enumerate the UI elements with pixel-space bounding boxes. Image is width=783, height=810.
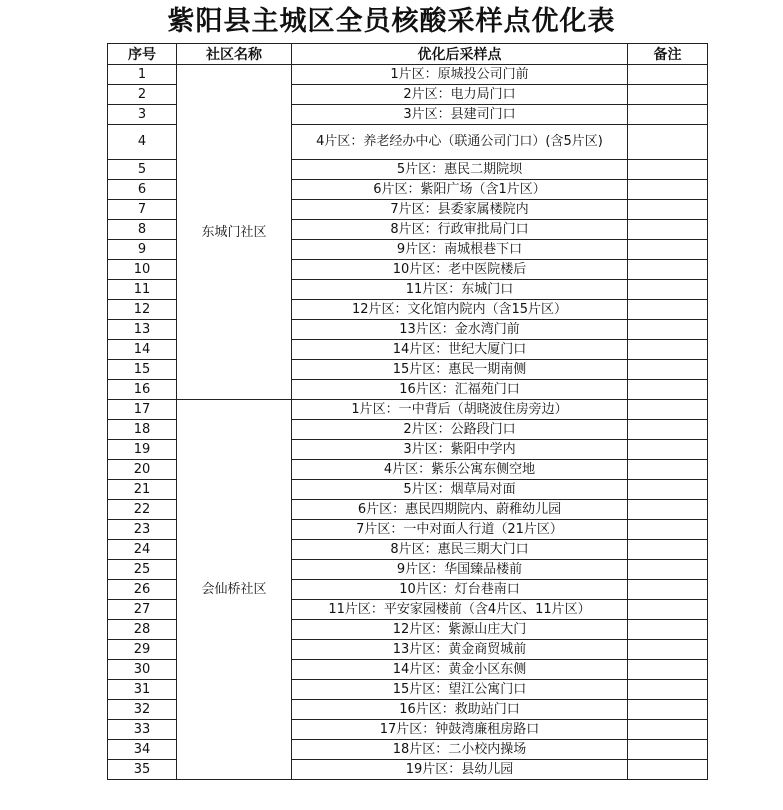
note-cell xyxy=(628,660,708,680)
row-number: 27 xyxy=(108,600,177,620)
note-cell xyxy=(628,580,708,600)
row-number: 14 xyxy=(108,340,177,360)
header-no: 序号 xyxy=(108,44,177,65)
sampling-site: 3片区：县建司门口 xyxy=(292,105,628,125)
note-cell xyxy=(628,620,708,640)
sampling-site: 14片区：世纪大厦门口 xyxy=(292,340,628,360)
sampling-site: 19片区：县幼儿园 xyxy=(292,760,628,780)
row-number: 29 xyxy=(108,640,177,660)
sampling-site: 4片区：养老经办中心（联通公司门口）(含5片区) xyxy=(292,125,628,160)
note-cell xyxy=(628,105,708,125)
note-cell xyxy=(628,260,708,280)
sampling-site: 1片区：一中背后（胡晓波住房旁边） xyxy=(292,400,628,420)
row-number: 24 xyxy=(108,540,177,560)
sampling-site: 7片区：县委家属楼院内 xyxy=(292,200,628,220)
table-row xyxy=(108,65,708,85)
sampling-site: 6片区：紫阳广场（含1片区） xyxy=(292,180,628,200)
community-name: 会仙桥社区 xyxy=(177,400,292,780)
sampling-site: 2片区：电力局门口 xyxy=(292,85,628,105)
row-number: 2 xyxy=(108,85,177,105)
sampling-site: 11片区：东城门口 xyxy=(292,280,628,300)
sampling-site: 14片区：黄金小区东侧 xyxy=(292,660,628,680)
sampling-site: 11片区：平安家园楼前（含4片区、11片区） xyxy=(292,600,628,620)
sampling-site: 15片区：惠民一期南侧 xyxy=(292,360,628,380)
sampling-site: 13片区：黄金商贸城前 xyxy=(292,640,628,660)
row-number: 3 xyxy=(108,105,177,125)
row-number: 13 xyxy=(108,320,177,340)
sampling-site: 12片区：文化馆内院内（含15片区） xyxy=(292,300,628,320)
sampling-site: 10片区：老中医院楼后 xyxy=(292,260,628,280)
row-number: 17 xyxy=(108,400,177,420)
note-cell xyxy=(628,280,708,300)
row-number: 31 xyxy=(108,680,177,700)
row-number: 5 xyxy=(108,160,177,180)
note-cell xyxy=(628,400,708,420)
note-cell xyxy=(628,560,708,580)
row-number: 15 xyxy=(108,360,177,380)
table-header-row xyxy=(108,44,708,65)
row-number: 28 xyxy=(108,620,177,640)
sampling-site: 1片区：原城投公司门前 xyxy=(292,65,628,85)
row-number: 22 xyxy=(108,500,177,520)
note-cell xyxy=(628,520,708,540)
note-cell xyxy=(628,720,708,740)
sampling-site: 5片区：烟草局对面 xyxy=(292,480,628,500)
sampling-site: 13片区：金水湾门前 xyxy=(292,320,628,340)
sampling-site: 4片区：紫乐公寓东侧空地 xyxy=(292,460,628,480)
row-number: 7 xyxy=(108,200,177,220)
note-cell xyxy=(628,340,708,360)
note-cell xyxy=(628,240,708,260)
table-body xyxy=(108,65,708,780)
sampling-site: 15片区：望江公寓门口 xyxy=(292,680,628,700)
row-number: 30 xyxy=(108,660,177,680)
header-site: 优化后采样点 xyxy=(292,44,628,65)
note-cell xyxy=(628,680,708,700)
note-cell xyxy=(628,200,708,220)
row-number: 9 xyxy=(108,240,177,260)
sampling-site: 16片区：救助站门口 xyxy=(292,700,628,720)
note-cell xyxy=(628,320,708,340)
sampling-site: 6片区：惠民四期院内、蔚稚幼儿园 xyxy=(292,500,628,520)
row-number: 6 xyxy=(108,180,177,200)
row-number: 20 xyxy=(108,460,177,480)
note-cell xyxy=(628,440,708,460)
row-number: 34 xyxy=(108,740,177,760)
note-cell xyxy=(628,640,708,660)
sampling-site: 2片区：公路段门口 xyxy=(292,420,628,440)
note-cell xyxy=(628,65,708,85)
note-cell xyxy=(628,380,708,400)
row-number: 26 xyxy=(108,580,177,600)
sampling-site: 7片区：一中对面人行道（21片区） xyxy=(292,520,628,540)
row-number: 16 xyxy=(108,380,177,400)
sampling-site: 18片区：二小校内操场 xyxy=(292,740,628,760)
sampling-site: 16片区：汇福苑门口 xyxy=(292,380,628,400)
row-number: 21 xyxy=(108,480,177,500)
row-number: 18 xyxy=(108,420,177,440)
row-number: 10 xyxy=(108,260,177,280)
row-number: 8 xyxy=(108,220,177,240)
note-cell xyxy=(628,700,708,720)
page-title: 紫阳县主城区全员核酸采样点优化表 xyxy=(167,6,616,37)
note-cell xyxy=(628,160,708,180)
sampling-site: 8片区：惠民三期大门口 xyxy=(292,540,628,560)
sampling-site: 3片区：紫阳中学内 xyxy=(292,440,628,460)
note-cell xyxy=(628,125,708,160)
note-cell xyxy=(628,360,708,380)
header-community: 社区名称 xyxy=(177,44,292,65)
row-number: 32 xyxy=(108,700,177,720)
note-cell xyxy=(628,540,708,560)
row-number: 1 xyxy=(108,65,177,85)
row-number: 23 xyxy=(108,520,177,540)
row-number: 33 xyxy=(108,720,177,740)
note-cell xyxy=(628,85,708,105)
sampling-site: 10片区：灯台巷南口 xyxy=(292,580,628,600)
row-number: 11 xyxy=(108,280,177,300)
note-cell xyxy=(628,500,708,520)
note-cell xyxy=(628,740,708,760)
note-cell xyxy=(628,420,708,440)
row-number: 4 xyxy=(108,125,177,160)
note-cell xyxy=(628,760,708,780)
header-note: 备注 xyxy=(628,44,708,65)
sampling-site: 5片区：惠民二期院坝 xyxy=(292,160,628,180)
note-cell xyxy=(628,460,708,480)
sampling-site: 9片区：华国臻品楼前 xyxy=(292,560,628,580)
note-cell xyxy=(628,480,708,500)
sampling-site: 17片区：钟鼓湾廉租房路口 xyxy=(292,720,628,740)
note-cell xyxy=(628,300,708,320)
row-number: 25 xyxy=(108,560,177,580)
sampling-site: 8片区：行政审批局门口 xyxy=(292,220,628,240)
sampling-site-table xyxy=(107,43,708,780)
community-name: 东城门社区 xyxy=(177,65,292,400)
row-number: 35 xyxy=(108,760,177,780)
sampling-site: 9片区：南城根巷下口 xyxy=(292,240,628,260)
row-number: 12 xyxy=(108,300,177,320)
row-number: 19 xyxy=(108,440,177,460)
note-cell xyxy=(628,180,708,200)
sampling-site: 12片区：紫源山庄大门 xyxy=(292,620,628,640)
table-row xyxy=(108,400,708,420)
note-cell xyxy=(628,220,708,240)
note-cell xyxy=(628,600,708,620)
